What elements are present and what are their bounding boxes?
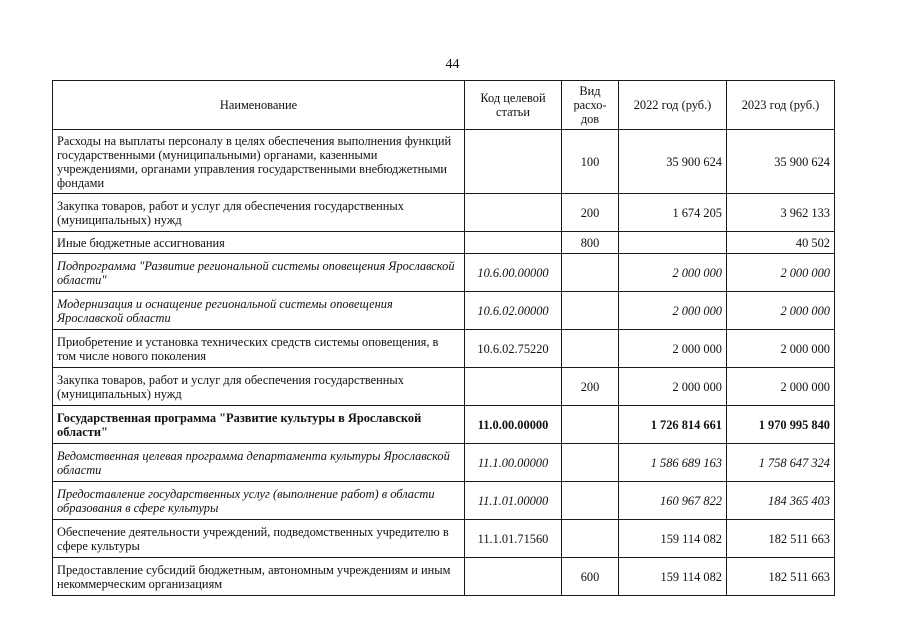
cell-name: Расходы на выплаты персоналу в целях обеспечения выполнения функций государственными (муниципальными) органами, казенными учреждениями, органами управления государственными внебюджетными фондами bbox=[53, 130, 465, 194]
header-2023: 2023 год (руб.) bbox=[727, 81, 835, 130]
cell-2023: 182 511 663 bbox=[727, 520, 835, 558]
cell-2023: 2 000 000 bbox=[727, 292, 835, 330]
cell-2023: 1 970 995 840 bbox=[727, 406, 835, 444]
cell-2022: 2 000 000 bbox=[619, 254, 727, 292]
table-row bbox=[53, 292, 835, 330]
cell-2023: 182 511 663 bbox=[727, 558, 835, 596]
cell-code bbox=[465, 232, 562, 254]
header-2022: 2022 год (руб.) bbox=[619, 81, 727, 130]
cell-kind bbox=[562, 330, 619, 368]
table-row bbox=[53, 368, 835, 406]
table-row bbox=[53, 194, 835, 232]
cell-name: Приобретение и установка технических средств системы оповещения, в том числе нового поколения bbox=[53, 330, 465, 368]
header-code: Код целевой статьи bbox=[465, 81, 562, 130]
cell-2022 bbox=[619, 232, 727, 254]
cell-kind: 600 bbox=[562, 558, 619, 596]
cell-code: 10.6.02.75220 bbox=[465, 330, 562, 368]
cell-kind bbox=[562, 292, 619, 330]
table-row bbox=[53, 254, 835, 292]
cell-name: Закупка товаров, работ и услуг для обеспечения государственных (муниципальных) нужд bbox=[53, 194, 465, 232]
cell-name: Иные бюджетные ассигнования bbox=[53, 232, 465, 254]
cell-code: 11.1.01.00000 bbox=[465, 482, 562, 520]
cell-name: Ведомственная целевая программа департамента культуры Ярославской области bbox=[53, 444, 465, 482]
cell-2022: 1 726 814 661 bbox=[619, 406, 727, 444]
cell-code: 11.1.00.00000 bbox=[465, 444, 562, 482]
cell-kind: 200 bbox=[562, 194, 619, 232]
header-name: Наименование bbox=[53, 81, 465, 130]
cell-kind: 800 bbox=[562, 232, 619, 254]
cell-2023: 2 000 000 bbox=[727, 368, 835, 406]
cell-name: Предоставление субсидий бюджетным, автономным учреждениям и иным некоммерческим организациям bbox=[53, 558, 465, 596]
cell-2023: 1 758 647 324 bbox=[727, 444, 835, 482]
cell-2022: 159 114 082 bbox=[619, 558, 727, 596]
table-row bbox=[53, 406, 835, 444]
cell-name: Государственная программа "Развитие культуры в Ярославской области" bbox=[53, 406, 465, 444]
cell-2022: 2 000 000 bbox=[619, 368, 727, 406]
cell-code bbox=[465, 194, 562, 232]
cell-name: Подпрограмма "Развитие региональной системы оповещения Ярославской области" bbox=[53, 254, 465, 292]
cell-2023: 184 365 403 bbox=[727, 482, 835, 520]
cell-2022: 1 674 205 bbox=[619, 194, 727, 232]
cell-2022: 2 000 000 bbox=[619, 330, 727, 368]
table-row bbox=[53, 520, 835, 558]
cell-2022: 35 900 624 bbox=[619, 130, 727, 194]
cell-code bbox=[465, 130, 562, 194]
header-kind: Вид расхо-дов bbox=[562, 81, 619, 130]
cell-code: 10.6.00.00000 bbox=[465, 254, 562, 292]
cell-2023: 35 900 624 bbox=[727, 130, 835, 194]
cell-2023: 2 000 000 bbox=[727, 254, 835, 292]
budget-table bbox=[52, 80, 835, 596]
cell-name: Предоставление государственных услуг (выполнение работ) в области образования в сфере культуры bbox=[53, 482, 465, 520]
cell-kind bbox=[562, 444, 619, 482]
cell-code: 11.0.00.00000 bbox=[465, 406, 562, 444]
table-row bbox=[53, 130, 835, 194]
table-row bbox=[53, 482, 835, 520]
cell-2022: 1 586 689 163 bbox=[619, 444, 727, 482]
cell-code: 10.6.02.00000 bbox=[465, 292, 562, 330]
cell-kind bbox=[562, 520, 619, 558]
cell-2023: 40 502 bbox=[727, 232, 835, 254]
cell-code bbox=[465, 558, 562, 596]
cell-2022: 160 967 822 bbox=[619, 482, 727, 520]
table-row bbox=[53, 444, 835, 482]
table-row bbox=[53, 330, 835, 368]
cell-code bbox=[465, 368, 562, 406]
cell-2022: 2 000 000 bbox=[619, 292, 727, 330]
cell-name: Обеспечение деятельности учреждений, подведомственных учредителю в сфере культуры bbox=[53, 520, 465, 558]
cell-kind bbox=[562, 406, 619, 444]
cell-2023: 3 962 133 bbox=[727, 194, 835, 232]
cell-kind: 100 bbox=[562, 130, 619, 194]
cell-2023: 2 000 000 bbox=[727, 330, 835, 368]
cell-kind bbox=[562, 254, 619, 292]
table-header-row bbox=[53, 81, 835, 130]
table-row bbox=[53, 232, 835, 254]
cell-kind bbox=[562, 482, 619, 520]
cell-name: Модернизация и оснащение региональной системы оповещения Ярославской области bbox=[53, 292, 465, 330]
cell-2022: 159 114 082 bbox=[619, 520, 727, 558]
cell-kind: 200 bbox=[562, 368, 619, 406]
cell-name: Закупка товаров, работ и услуг для обеспечения государственных (муниципальных) нужд bbox=[53, 368, 465, 406]
cell-code: 11.1.01.71560 bbox=[465, 520, 562, 558]
table-body bbox=[53, 130, 835, 596]
page-number: 44 bbox=[445, 57, 460, 72]
table-row bbox=[53, 558, 835, 596]
